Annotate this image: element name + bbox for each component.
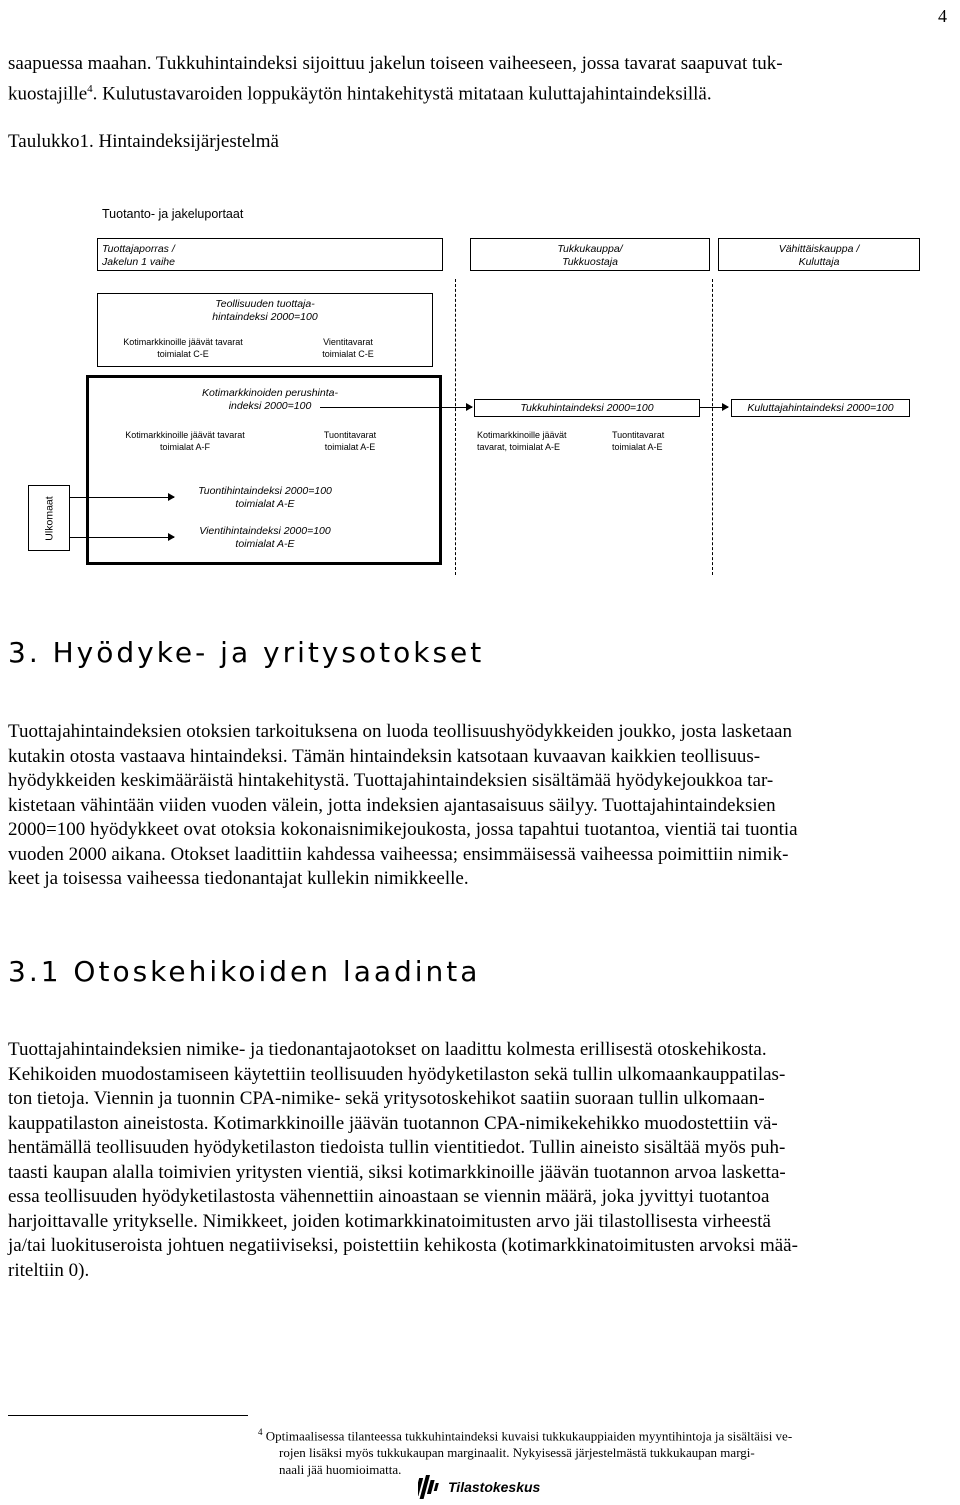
diagram-title: Tuotanto- ja jakeluportaat (102, 207, 244, 221)
intro-paragraph (8, 52, 953, 106)
paragraph-line: kauppatilaston aineistosta. Kotimarkkinoille jäävän tuotannon CPA-nimikekehikko muodostettiin vä- (8, 1112, 778, 1134)
paragraph-line: hentämällä teollisuuden hyödyketilaston tiedoista tullin vientitiedot. Tullin aineisto sisältää myös puh- (8, 1137, 786, 1158)
wholesale-index-box: Tukkuhintaindeksi 2000=100 (474, 399, 700, 417)
stage-divider-2 (712, 279, 713, 575)
basic-sub-import: Tuontitavarat toimialat A-E (323, 430, 377, 452)
arrow-wholesale-to-consumer (700, 407, 728, 408)
paragraph-line: Kehikoiden muodostamiseen käytettiin teollisuuden hyödyketilaston sekä tullin ulkomaankauppatilas- (8, 1063, 786, 1085)
section-3-1-paragraph (8, 1038, 953, 1283)
footnote-divider (8, 1415, 248, 1416)
paragraph-line: ton tietoja. Viennin ja tuonnin CPA-nimike- sekä yritysotoskehikot saatiin suoraan tullin ulkomaan- (8, 1088, 765, 1109)
paragraph-line: essa teollisuuden hyödyketilastosta vähennettiin ainoastaan se viennin määrä, joka jyvittyi tuotantoa (8, 1186, 770, 1207)
paragraph-line: vuoden 2000 aikana. Otokset laadittiin kahdessa vaiheessa; ensimmäisessä vaiheessa poimittiin nimik- (8, 843, 789, 865)
import-price-index: Tuontihintaindeksi 2000=100 toimialat A-E (198, 485, 332, 510)
paragraph-line: taasti kaupan alalla toimivien yritysten vientiä, siksi kotimarkkinoille jäävän tuotannon arvoa lasketta- (8, 1161, 786, 1183)
basic-sub-domestic: Kotimarkkinoille jäävät tavarat toimialat A-F (125, 430, 245, 452)
table-caption: Taulukko1. Hintaindeksijärjestelmä (8, 131, 279, 152)
intro-line-2: kuostajille$^4$. Kulutustavaroiden loppukäytön hintakehitystä mitataan kuluttajahintaindeksillä. (8, 82, 712, 104)
arrow-abroad-export (70, 537, 174, 538)
paragraph-line: 2000=100 hyödykkeet ovat otoksia kokonaisnimikejoukosta, jossa tapahtui tuotantoa, vientiä tai tuontia (8, 819, 798, 840)
paragraph-line: kistetaan vähintään viiden vuoden välein, jotta indeksien ajantasaisuus säilyy. Tuottajahintaindeksien (8, 794, 776, 816)
stage-producer-box: Tuottajaporras / Jakelun 1 vaihe (97, 238, 443, 271)
section-3-heading: 3. Hyödyke- ja yritysotokset (8, 636, 485, 669)
intro-line-1: saapuessa maahan. Tukkuhintaindeksi sijoittuu jakelun toiseen vaiheeseen, jossa tavarat saapuvat tuk- (8, 53, 783, 74)
paragraph-line: Tuottajahintaindeksien nimike- ja tiedonantajaotokset on laadittu kolmesta erillisestä otoskehikosta. (8, 1039, 767, 1060)
footnote-4: $^4$ Optimaalisessa tilanteessa tukkuhintaindeksi kuvaisi tukkukauppiaiden myyntihintoja ja sisältäisi ve- rojen lisäksi myös tukkukaupan marginaalit. Nykyisessä järjestelmästä tukkukaupan margi- naali jää huomioimatta. (258, 1427, 793, 1478)
basic-price-index-label: Kotimarkkinoiden perushinta- indeksi 2000=100 (202, 387, 338, 412)
wholesale-sub-domestic: Kotimarkkinoille jäävät tavarat, toimialat A-E (477, 430, 567, 452)
page-number: 4 (938, 6, 947, 26)
abroad-box: Ulkomaat (28, 485, 70, 551)
paragraph-line: hyödykkeiden keskimääräistä hintakehitystä. Tuottajahintaindeksien sisältämää hyödykejoukkoa tar- (8, 770, 774, 791)
section-3-paragraph (8, 720, 953, 892)
paragraph-line: riteltiin 0). (8, 1259, 90, 1281)
logo-mark-icon (418, 1475, 446, 1499)
paragraph-line: Tuottajahintaindeksien otoksien tarkoituksena on luoda teollisuushyödykkeiden joukko, josta lasketaan (8, 721, 792, 742)
stage-retail-box: Vähittäiskauppa / Kuluttaja (718, 238, 920, 271)
paragraph-line: keet ja toisessa vaiheessa tiedonantajat kullekin nimikkeelle. (8, 868, 469, 889)
consumer-price-index-box: Kuluttajahintaindeksi 2000=100 (731, 399, 910, 417)
arrow-abroad-import (70, 497, 174, 498)
arrow-basic-to-wholesale (320, 407, 472, 408)
stage-divider-1 (455, 279, 456, 575)
footnote-ref[interactable]: 4 (87, 82, 93, 95)
export-price-index: Vientihintaindeksi 2000=100 toimialat A-E (199, 525, 331, 550)
stage-wholesale-box: Tukkukauppa/ Tukkuostaja (470, 238, 710, 271)
paragraph-line: kutakin otosta vastaava hintaindeksi. Tämän hintaindeksin katsotaan kuvaavan kaikkien teollisuus- (8, 745, 761, 767)
price-index-diagram (0, 195, 960, 575)
industrial-producer-index-box: Teollisuuden tuottaja- hintaindeksi 2000=100 Kotimarkkinoille jäävät tavarat toimialat C-E Vientitavarat toimialat C-E (97, 293, 433, 367)
paragraph-line: harjoittavalle yritykselle. Nimikkeet, joiden kotimarkkinatoimitusten arvo jäi tilastollisesta virheestä (8, 1210, 771, 1232)
paragraph-line: ja/tai luokituseroista johtuen negatiiviseksi, poistettiin kehikosta (kotimarkkinatoimitusten arvoksi mää- (8, 1235, 798, 1256)
logo-text: Tilastokeskus (448, 1479, 541, 1495)
wholesale-sub-import: Tuontitavarat toimialat A-E (612, 430, 665, 452)
section-3-1-heading: 3.1 Otoskehikoiden laadinta (8, 955, 481, 988)
